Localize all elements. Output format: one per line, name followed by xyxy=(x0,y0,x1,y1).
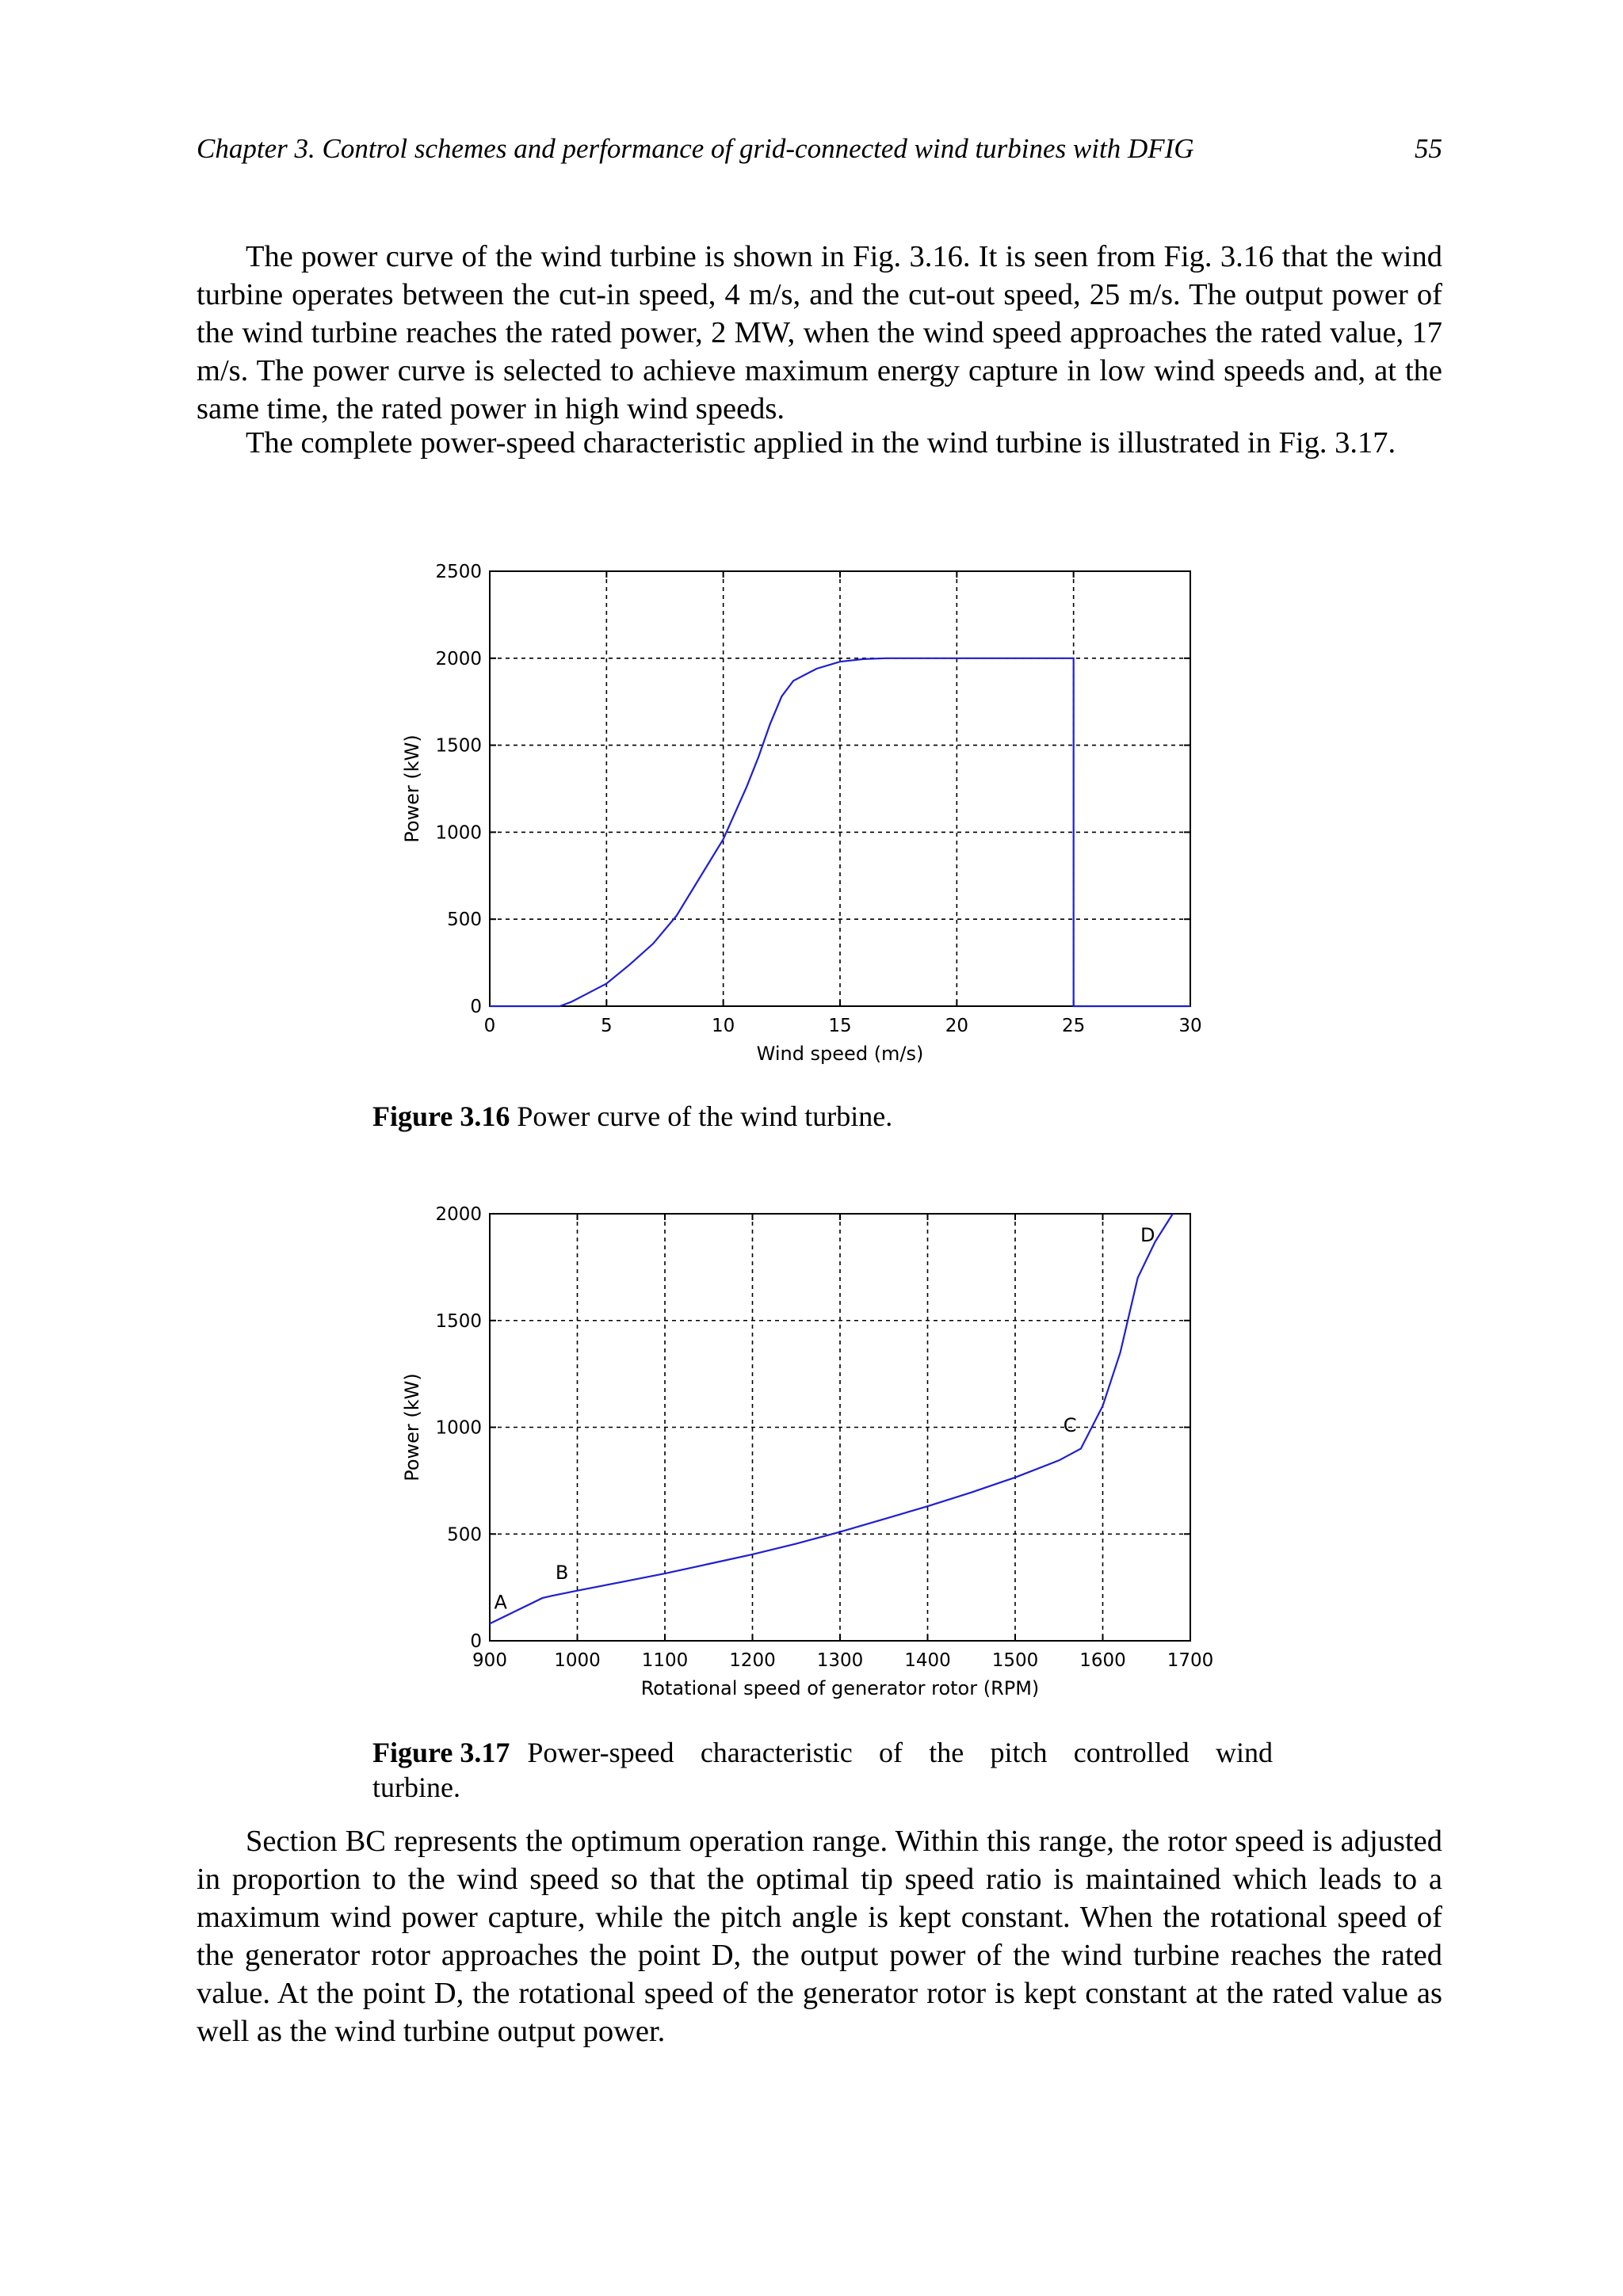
x-tick-label: 1700 xyxy=(1167,1650,1214,1671)
figure-3-17-label: Figure 3.17 xyxy=(372,1737,510,1768)
caption-word: of xyxy=(878,1737,903,1768)
caption-word: the xyxy=(929,1737,964,1768)
x-tick-label: 1000 xyxy=(554,1650,601,1671)
figure-3-17-caption-line-1 xyxy=(372,1735,1273,1770)
y-tick-label: 1500 xyxy=(435,1310,482,1332)
x-tick-label: 25 xyxy=(1062,1016,1086,1036)
annotation-A: A xyxy=(494,1591,507,1614)
annotation-C: C xyxy=(1063,1413,1077,1436)
x-tick-label: 0 xyxy=(483,1016,496,1036)
y-tick-label: 0 xyxy=(470,1631,482,1652)
y-tick-label: 1000 xyxy=(435,1417,482,1439)
x-tick-label: 15 xyxy=(828,1016,852,1036)
x-tick-label: 1300 xyxy=(816,1650,864,1671)
figure-3-16-caption-text: Power curve of the wind turbine. xyxy=(517,1100,893,1132)
paragraph-1-text: The power curve of the wind turbine is shown in Fig. 3.16. It is seen from Fig. 3.16 that the wind turbine operates between the cut-in speed, 4 m/s, and the cut-out speed, 25 m/s. The output power of the wind turbine reaches the rated power, 2 MW, when the wind speed approaches the rated value, 17 m/s. The power curve is selected to achieve maximum energy capture in low wind speeds and, at the same time, the rated power in high wind speeds. xyxy=(197,240,1442,425)
x-tick-label: 1600 xyxy=(1079,1650,1126,1671)
figure-3-17-caption-words xyxy=(527,1735,1273,1770)
caption-word: wind xyxy=(1215,1737,1273,1768)
caption-word: pitch xyxy=(990,1737,1048,1768)
caption-word: controlled xyxy=(1073,1737,1190,1768)
x-tick-label: 1200 xyxy=(729,1650,776,1671)
running-title: Chapter 3. Control schemes and performance of grid-connected wind turbines with DFIG xyxy=(197,133,1194,164)
x-tick-label: 1100 xyxy=(641,1650,689,1671)
caption-word: characteristic xyxy=(700,1737,853,1768)
caption-word: Power-speed xyxy=(527,1737,674,1768)
x-tick-label: 1400 xyxy=(904,1650,951,1671)
x-tick-label: 30 xyxy=(1178,1016,1202,1036)
paragraph-3 xyxy=(197,1822,1442,2050)
x-tick-label: 5 xyxy=(601,1016,613,1036)
y-tick-label: 1500 xyxy=(435,735,482,757)
x-axis-label: Wind speed (m/s) xyxy=(756,1043,924,1065)
y-tick-label: 2500 xyxy=(435,562,482,582)
y-tick-label: 500 xyxy=(447,910,482,931)
y-tick-label: 0 xyxy=(470,997,482,1017)
x-tick-label: 1500 xyxy=(991,1650,1039,1671)
x-tick-label: 10 xyxy=(712,1016,735,1036)
y-tick-label: 2000 xyxy=(435,648,482,669)
paragraph-2-text: The complete power-speed characteristic applied in the wind turbine is illustrated in Fig. 3.17. xyxy=(246,426,1396,460)
y-axis-label: Power (kW) xyxy=(401,734,423,843)
y-tick-label: 2000 xyxy=(435,1204,482,1225)
figure-3-17-caption-line-2: turbine. xyxy=(372,1772,460,1803)
annotation-D: D xyxy=(1140,1224,1155,1247)
x-tick-label: 20 xyxy=(945,1016,968,1036)
y-tick-label: 1000 xyxy=(435,822,482,844)
figure-3-17-caption xyxy=(372,1735,1273,1805)
paragraph-3-text: Section BC represents the optimum operation range. Within this range, the rotor speed is adjusted in proportion to the wind speed so that the optimal tip speed ratio is maintained which leads to a maximum wind power capture, while the pitch angle is kept constant. When the rotational speed of the generator rotor approaches the point D, the output power of the wind turbine reaches the rated value. At the point D, the rotational speed of the generator rotor is kept constant at the rated value as well as the wind turbine output power. xyxy=(197,1825,1442,2048)
annotation-B: B xyxy=(555,1561,569,1584)
figure-3-16-label: Figure 3.16 xyxy=(372,1100,510,1132)
x-axis-label: Rotational speed of generator rotor (RPM) xyxy=(640,1677,1040,1699)
y-axis-label: Power (kW) xyxy=(401,1373,423,1482)
x-tick-label: 900 xyxy=(472,1650,507,1671)
page-number: 55 xyxy=(1415,133,1442,164)
y-tick-label: 500 xyxy=(447,1524,482,1546)
